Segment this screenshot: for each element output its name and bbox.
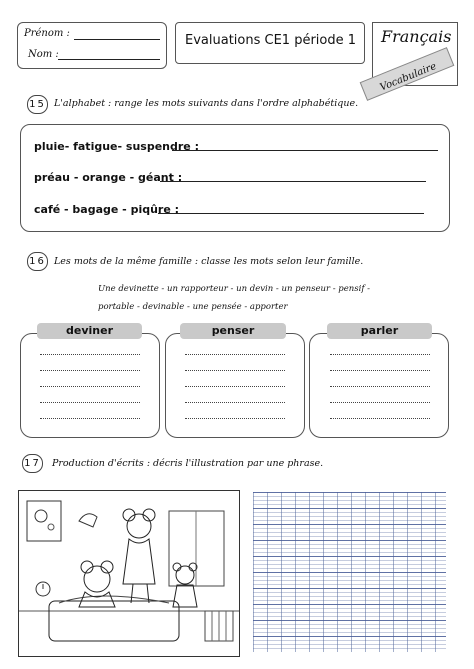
penser-answer-line[interactable]: [185, 402, 285, 403]
illustration: [18, 490, 240, 657]
alphabet-row-3-words: café - bagage - piqûre :: [34, 203, 180, 216]
family-header-deviner: deviner: [37, 323, 142, 339]
deviner-answer-line[interactable]: [40, 418, 140, 419]
nom-label: Nom :: [28, 49, 59, 60]
penser-answer-line[interactable]: [185, 386, 285, 387]
penser-answer-line[interactable]: [185, 354, 285, 355]
parler-answer-line[interactable]: [330, 370, 430, 371]
exercise-16-number: 16: [27, 252, 48, 271]
alphabet-row-1-answer[interactable]: [172, 150, 438, 151]
deviner-answer-line[interactable]: [40, 386, 140, 387]
parler-answer-line[interactable]: [330, 354, 430, 355]
nom-field[interactable]: [58, 59, 160, 60]
deviner-answer-line[interactable]: [40, 402, 140, 403]
parler-answer-line[interactable]: [330, 402, 430, 403]
exercise-16-instruction: Les mots de la même famille : classe les mots selon leur famille.: [54, 256, 364, 267]
deviner-answer-line[interactable]: [40, 354, 140, 355]
parler-answer-line[interactable]: [330, 418, 430, 419]
exercise-17-instruction: Production d'écrits : décris l'illustration par une phrase.: [52, 458, 324, 469]
subject-label: Français: [381, 27, 452, 46]
title-box: [175, 22, 365, 64]
family-header-penser: penser: [180, 323, 286, 339]
page-title: Evaluations CE1 période 1: [185, 33, 357, 48]
exercise-15-instruction: L'alphabet : range les mots suivants dans l'ordre alphabétique.: [54, 98, 359, 109]
ribbon-label: Vocabulaire: [378, 60, 439, 94]
bedroom-scene-drawing: [19, 491, 239, 656]
word-list-line-2: portable - devinable - une pensée - apporter: [98, 302, 288, 312]
word-list-line-1: Une devinette - un rapporteur - un devin - un penseur - pensif -: [98, 284, 371, 294]
alphabet-row-2-answer[interactable]: [160, 181, 426, 182]
alphabet-row-3-answer[interactable]: [158, 213, 424, 214]
family-header-parler: parler: [327, 323, 432, 339]
exercise-15-number: 15: [27, 95, 48, 114]
prenom-field[interactable]: [74, 39, 160, 40]
penser-answer-line[interactable]: [185, 370, 285, 371]
name-box: [17, 22, 167, 69]
alphabet-row-1-words: pluie- fatigue- suspendre :: [34, 140, 199, 153]
deviner-answer-line[interactable]: [40, 370, 140, 371]
alphabet-row-2-words: préau - orange - géant :: [34, 171, 183, 184]
writing-grid-main-lines: [253, 492, 446, 652]
exercise-17-number: 17: [22, 454, 43, 473]
parler-answer-line[interactable]: [330, 386, 430, 387]
penser-answer-line[interactable]: [185, 418, 285, 419]
prenom-label: Prénom :: [24, 28, 70, 39]
